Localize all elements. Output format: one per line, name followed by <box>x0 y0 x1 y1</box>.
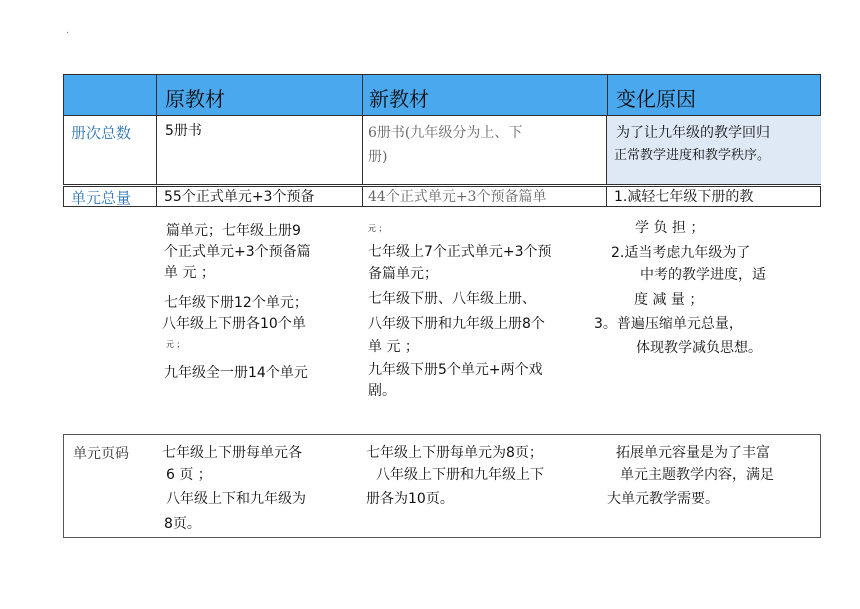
unit-total-new-line-2: 元 ； <box>368 224 387 233</box>
unit-total-old-line-3: 个正式单元+3个预备篇 <box>164 244 311 260</box>
row2-divider-3 <box>606 187 607 206</box>
header-divider-1 <box>156 75 157 115</box>
unit-pages-old-line-3: 八年级上下和九年级为 <box>166 491 306 507</box>
unit-total-new-line-4: 备篇单元； <box>368 266 438 282</box>
unit-total-old-line-8: 九年级全一册14个单元 <box>164 365 308 381</box>
row1-old: 5册书 <box>165 123 202 139</box>
unit-total-new-line-6: 八年级下册和九年级上册8个 <box>368 316 545 332</box>
header-divider-3 <box>607 75 608 115</box>
unit-total-new-line-7: 单 元 ； <box>368 339 419 355</box>
unit-total-old-line-6: 八年级上下册各10个单 <box>162 316 306 332</box>
unit-pages-new-line-1: 七年级上下册每单元为8页； <box>366 445 543 461</box>
unit-total-reason-line-3: 2.适当考虑九年级为了 <box>611 245 751 261</box>
row-label-unit-total: 单元总量 <box>71 189 132 207</box>
row1-reason-line1: 为了让九年级的教学回归 <box>616 125 770 141</box>
row1-new-line1: 6册书(九年级分为上、下 <box>368 125 523 141</box>
unit-total-old-line-5: 七年级下册12个单元； <box>164 295 308 311</box>
unit-total-new-line-8: 九年级下册5个单元+两个戏 <box>368 362 543 378</box>
row-label-volumes: 册次总数 <box>71 124 132 142</box>
unit-total-old-line-4: 单 元 ； <box>164 265 215 281</box>
header-divider-2 <box>362 75 363 115</box>
row-label-unit-pages: 单元页码 <box>73 446 129 462</box>
stray-dot: . <box>66 25 70 36</box>
unit-total-new-line-9: 剧。 <box>368 383 396 399</box>
unit-total-reason-line-2: 学 负 担 ； <box>635 220 705 236</box>
unit-pages-old-line-2: 6 页 ； <box>166 467 212 483</box>
row2-divider-1 <box>156 187 157 206</box>
table-row-volumes <box>63 116 821 185</box>
unit-total-new-line-5: 七年级下册、八年级上册、 <box>368 291 536 307</box>
row1-new-line2: 册) <box>368 149 388 165</box>
header-change-reason: 变化原因 <box>616 87 696 111</box>
table-header-row <box>63 74 821 116</box>
unit-total-reason-line-5: 度 减 量 ； <box>634 292 704 308</box>
row1-divider-3 <box>606 116 607 184</box>
unit-total-new-line-3: 七年级上7个正式单元+3个预 <box>368 244 552 260</box>
unit-total-old-line-1: 55个正式单元+3个预备 <box>164 189 315 205</box>
unit-total-old-line-2: 篇单元；七年级上册9 <box>166 223 301 239</box>
unit-pages-old-line-1: 七年级上下册每单元各 <box>162 445 302 461</box>
header-original-material: 原教材 <box>165 87 225 111</box>
unit-total-reason-line-6: 3。普遍压缩单元总量， <box>594 316 743 332</box>
unit-total-reason-line-4: 中考的教学进度，适 <box>640 267 766 283</box>
unit-pages-new-line-3: 册各为10页。 <box>366 491 454 507</box>
unit-total-reason-line-1: 1.减轻七年级下册的教 <box>614 189 754 205</box>
unit-total-reason-line-7: 体现教学减负思想。 <box>636 340 762 356</box>
row2-divider-2 <box>362 187 363 206</box>
unit-total-old-line-7: 元 ； <box>166 340 185 349</box>
unit-pages-old-line-4: 8页。 <box>164 516 201 532</box>
row1-divider-1 <box>156 116 157 184</box>
row1-divider-2 <box>362 116 363 184</box>
unit-total-new-line-1: 44个正式单元+3个预备篇单 <box>368 189 547 205</box>
unit-pages-reason-line-3: 大单元教学需要。 <box>607 491 719 507</box>
unit-pages-new-line-2: 八年级上下册和九年级上下 <box>376 467 544 483</box>
unit-pages-reason-line-1: 拓展单元容量是为了丰富 <box>616 445 770 461</box>
unit-pages-reason-line-2: 单元主题教学内容，满足 <box>620 467 774 483</box>
header-new-material: 新教材 <box>369 87 429 111</box>
row1-reason-line2: 正常教学进度和教学秩序。 <box>614 148 771 163</box>
